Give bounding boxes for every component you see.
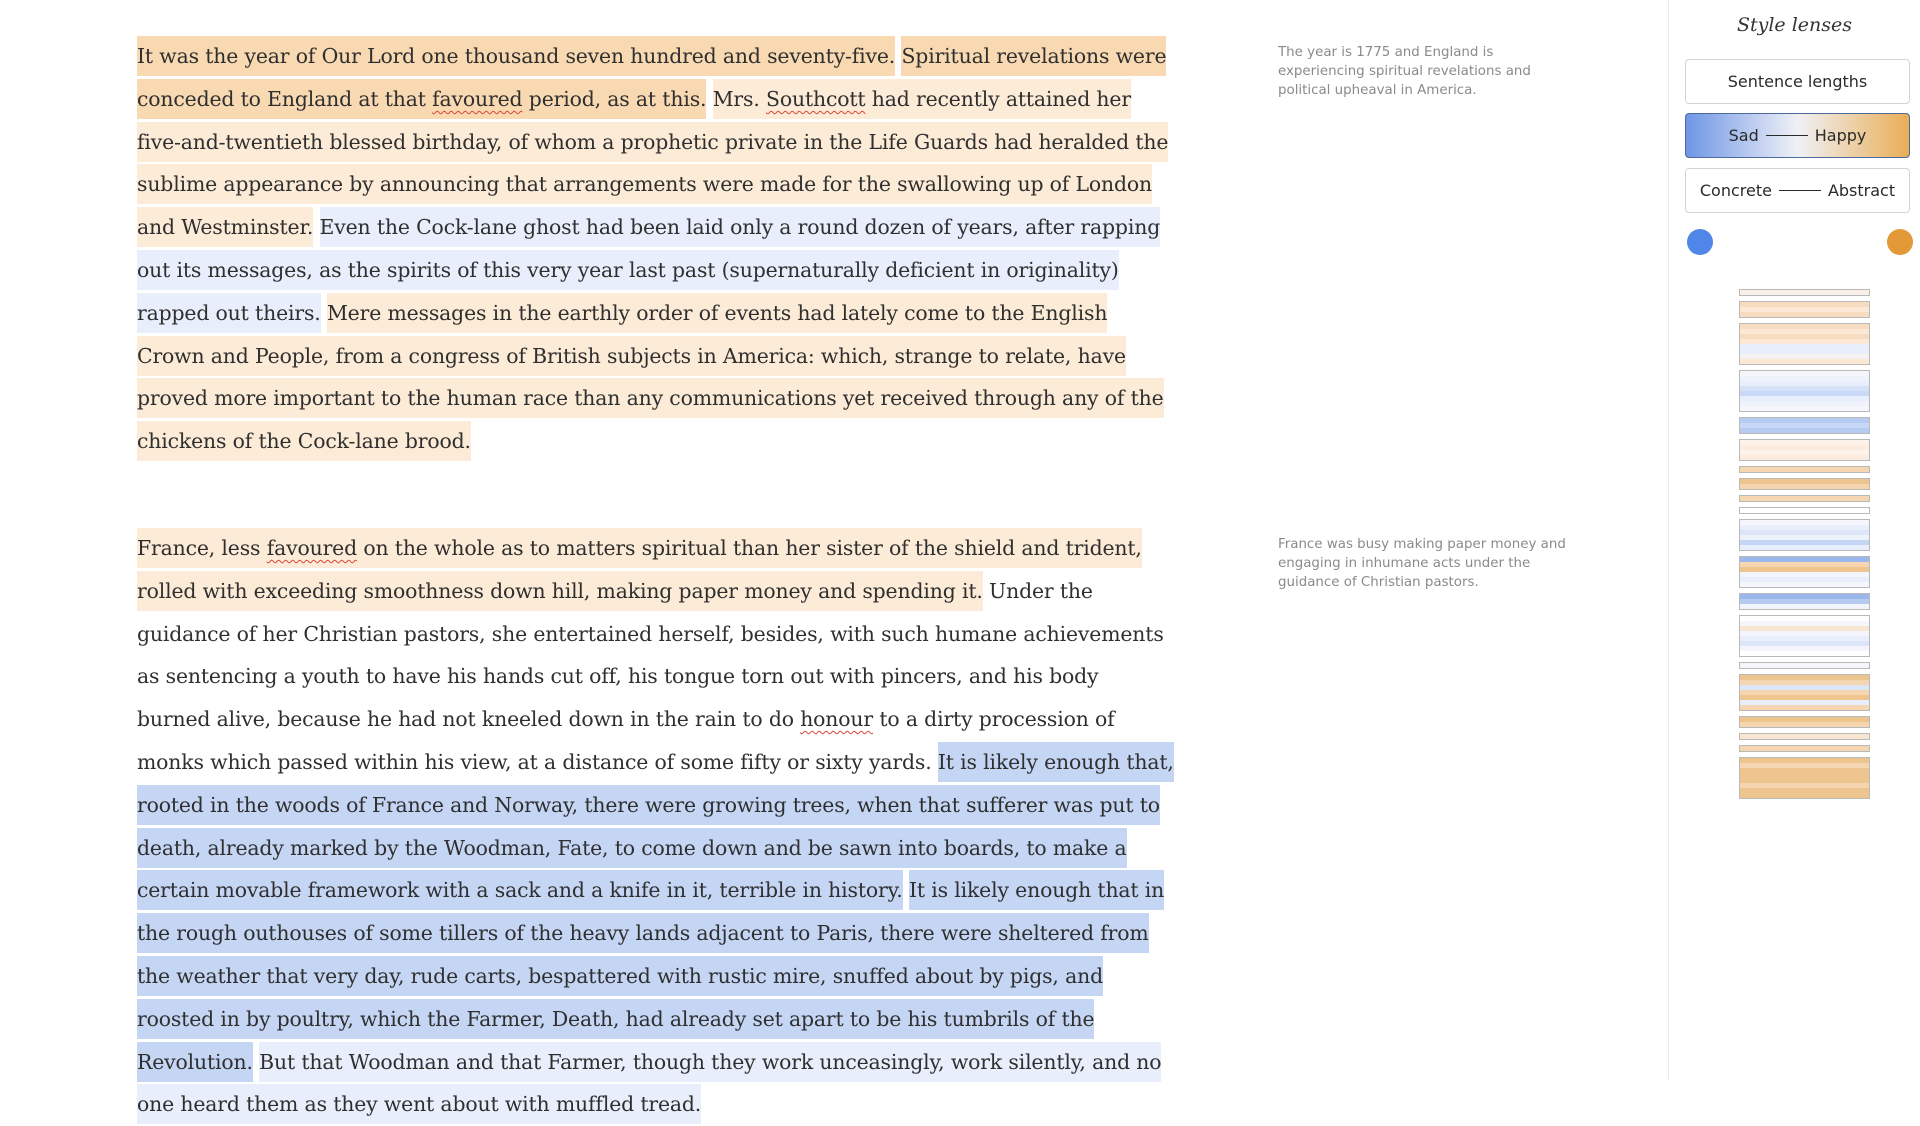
document-minimap[interactable] — [1739, 0, 1870, 1080]
minimap-line — [1740, 428, 1869, 433]
minimap-line — [1740, 406, 1869, 411]
sentence[interactable] — [137, 1042, 1161, 1125]
minimap-block[interactable] — [1739, 733, 1870, 740]
minimap-block[interactable] — [1739, 478, 1870, 490]
misspelled-word[interactable]: Southcott — [766, 86, 866, 111]
lens-right-label: Abstract — [1827, 181, 1896, 200]
minimap-line — [1740, 651, 1869, 656]
sentence-text: Mere messages in the earthly order of events had lately come to the English Crown and People, from a congress of British subjects in America: which, strange to relate, have proved more important to the human race than any communications yet received through any of the chickens of the Cock-lane brood. — [137, 300, 1164, 454]
minimap-block[interactable] — [1739, 519, 1870, 551]
minimap-line — [1740, 705, 1869, 710]
sentence-text: Spiritual revelations were conceded to England at that — [137, 44, 1167, 111]
margin-notes — [1278, 0, 1578, 1080]
minimap-line — [1740, 663, 1869, 668]
minimap-block[interactable] — [1739, 495, 1870, 502]
document-editor[interactable] — [137, 35, 1177, 1117]
minimap-block[interactable] — [1739, 323, 1870, 365]
minimap-block[interactable] — [1739, 615, 1870, 657]
paragraph[interactable] — [137, 527, 1177, 1126]
minimap-block[interactable] — [1739, 370, 1870, 412]
minimap-line — [1740, 484, 1869, 489]
lens-right-label: Happy — [1814, 126, 1867, 145]
sentence-text: period, as at this. — [522, 86, 707, 111]
margin-note: France was busy making paper money and engaging in inhumane acts under the guidance of Christian pastors. — [1278, 537, 1566, 590]
minimap-block[interactable] — [1739, 674, 1870, 711]
panel-title: Style lenses — [1736, 14, 1853, 36]
minimap-line — [1740, 545, 1869, 550]
sentence-text: France, less — [137, 535, 267, 560]
minimap-line — [1740, 508, 1869, 513]
minimap-block[interactable] — [1739, 439, 1870, 461]
minimap-block[interactable] — [1739, 662, 1870, 669]
style-lenses-panel — [1668, 0, 1920, 1080]
margin-note: The year is 1775 and England is experiencing spiritual revelations and political upheaval in America. — [1278, 45, 1531, 98]
misspelled-word[interactable]: favoured — [266, 535, 357, 560]
happy-color-dot[interactable] — [1887, 229, 1913, 255]
sentence-text: Even the Cock-lane ghost had been laid only a round dozen of years, after rapping out its messages, as the spirits of this very year last past (supernaturally deficient in originality) rapped out theirs. — [137, 215, 1161, 325]
lens-label: Sentence lengths — [1727, 72, 1868, 91]
sentence-text: Under the guidance of her Christian pastors, she entertained herself, besides, with such humane achievements as sentencing a youth to have his hands cut off, his tongue torn out with pincers, and his body burned alive, because he had not kneeled down in the rain to do — [137, 578, 1164, 732]
lens-left-label: Concrete — [1699, 181, 1772, 200]
minimap-line — [1740, 359, 1869, 364]
sentence-text: on the whole as to matters spiritual than her sister of the shield and trident, rolled with exceeding smoothness down hill, making paper money and spending it. — [137, 535, 1142, 603]
minimap-line — [1740, 722, 1869, 727]
minimap-line — [1740, 496, 1869, 501]
sentence-text: It was the year of Our Lord one thousand seven hundred and seventy-five. — [137, 44, 896, 68]
minimap-line — [1740, 582, 1869, 587]
minimap-block[interactable] — [1739, 507, 1870, 514]
minimap-block[interactable] — [1739, 757, 1870, 799]
sentence[interactable] — [137, 36, 895, 76]
minimap-block[interactable] — [1739, 417, 1870, 434]
sentence-text: to a dirty procession of monks which passed within his view, at a distance of some fifty or sixty yards. — [137, 707, 1115, 774]
paragraph[interactable] — [137, 35, 1177, 463]
sad-color-dot[interactable] — [1687, 229, 1713, 255]
sentence-text: It is likely enough that, rooted in the woods of France and Norway, there were growing trees, when that sufferer was put to death, already marked by the Woodman, Fate, to come down and be sawn into boards, to make a certain movable framework with a sack and a knife in it, terrible in history. — [137, 749, 1174, 903]
sentence-text: It is likely enough that in the rough outhouses of some tillers of the heavy lands adjacent to Paris, there were sheltered from the weather that very day, rude carts, bespattered with rustic mire, snuffed about by pigs, and roosted in by poultry, which the Farmer, Death, had already set apart to be his tumbrils of the Revolution. — [137, 878, 1165, 1074]
misspelled-word[interactable]: honour — [800, 707, 874, 732]
minimap-block[interactable] — [1739, 593, 1870, 610]
minimap-line — [1740, 734, 1869, 739]
minimap-line — [1740, 793, 1869, 798]
minimap-line — [1740, 312, 1869, 317]
misspelled-word[interactable]: favoured — [432, 86, 523, 111]
minimap-block[interactable] — [1739, 301, 1870, 318]
minimap-block[interactable] — [1739, 556, 1870, 588]
minimap-block[interactable] — [1739, 289, 1870, 296]
minimap-block[interactable] — [1739, 716, 1870, 728]
minimap-line — [1740, 455, 1869, 460]
lens-left-label: Sad — [1728, 126, 1759, 145]
sentence-text: But that Woodman and that Farmer, though they work unceasingly, work silently, and no one heard them as they went about with muffled tread. — [137, 1049, 1162, 1117]
minimap-block[interactable] — [1739, 745, 1870, 752]
minimap-line — [1740, 604, 1869, 609]
sentence-text: Mrs. — [712, 86, 767, 111]
sentence-text: had recently attained her five-and-twentieth blessed birthday, of whom a prophetic private in the Life Guards had heralded the sublime appearance by announcing that arrangements were made for the swallowing up of London and Westminster. — [137, 86, 1169, 240]
minimap-block[interactable] — [1739, 466, 1870, 473]
minimap-line — [1740, 746, 1869, 751]
minimap-line — [1740, 290, 1869, 295]
minimap-line — [1740, 467, 1869, 472]
